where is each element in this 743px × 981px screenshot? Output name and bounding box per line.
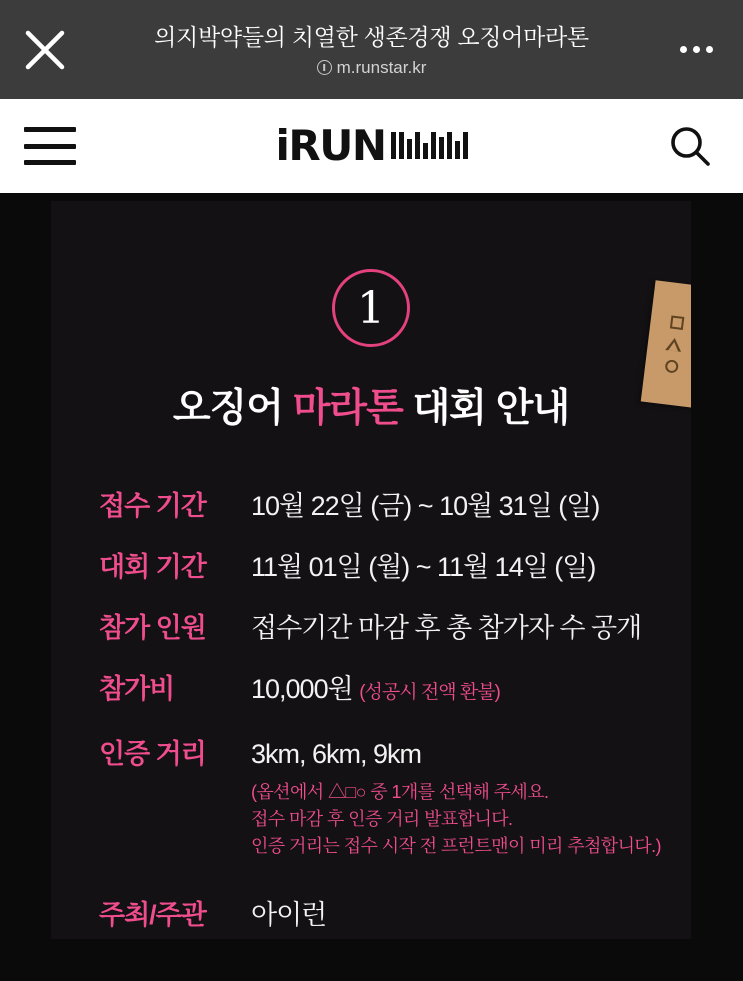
in-app-browser-bar (0, 0, 743, 99)
info-row (99, 489, 691, 523)
info-note: 접수 마감 후 인증 거리 발표합니다. (251, 809, 513, 829)
more-options-icon[interactable] (665, 19, 727, 81)
info-value: 3km, 6km, 9km (251, 739, 422, 769)
square-icon (669, 315, 683, 329)
info-note: (옵션에서 △□○ 중 1개를 선택해 주세요. (251, 782, 549, 802)
info-value: 11월 01일 (월) ~ 11월 14일 (일) (251, 552, 596, 582)
tape-decoration (641, 280, 691, 407)
close-icon[interactable] (14, 19, 76, 81)
logo-barcode-icon (391, 132, 468, 159)
info-row (99, 611, 691, 645)
triangle-icon (665, 337, 682, 352)
info-row (99, 737, 691, 860)
info-value: 10월 22일 (금) ~ 10월 31일 (일) (251, 491, 600, 521)
info-row (99, 550, 691, 584)
menu-line-2 (24, 144, 76, 149)
hamburger-menu-icon[interactable] (24, 123, 76, 169)
url-row[interactable] (86, 58, 657, 78)
info-value-suffix: (성공시 전액 환불) (359, 682, 500, 703)
info-circle-icon (317, 60, 332, 75)
page-content (0, 193, 743, 981)
event-info-list (51, 489, 691, 932)
info-label: 주최/주관 (99, 900, 206, 930)
url-text: m.runstar.kr (336, 57, 427, 77)
poster-title-part1: 오징어 (172, 387, 293, 430)
menu-line-3 (24, 160, 76, 165)
event-poster (51, 201, 691, 939)
circle-icon (664, 359, 678, 373)
info-label: 대회 기간 (99, 552, 206, 582)
page-title: 의지박약들의 치열한 생존경쟁 오징어마라톤 (154, 23, 589, 50)
dot-3 (706, 46, 713, 53)
info-label: 접수 기간 (99, 491, 206, 521)
dot-2 (693, 46, 700, 53)
dot-1 (680, 46, 687, 53)
info-row (99, 672, 691, 710)
info-row (99, 898, 691, 932)
poster-title-part2: 대회 안내 (402, 387, 570, 430)
info-value: 10,000원 (251, 674, 353, 704)
search-icon[interactable] (663, 119, 717, 173)
poster-title-highlight: 마라톤 (292, 387, 403, 430)
info-value-group (251, 737, 661, 860)
info-label: 인증 거리 (99, 739, 206, 769)
poster-title (51, 377, 691, 433)
logo-text: iRUN (275, 121, 386, 170)
site-header (0, 99, 743, 193)
badge-number: 1 (332, 269, 410, 347)
info-value: 아이런 (251, 900, 327, 930)
info-value: 접수기간 마감 후 총 참가자 수 공개 (251, 613, 642, 643)
menu-line-1 (24, 127, 76, 132)
info-note: 인증 거리는 접수 시작 전 프런트맨이 미리 추첨합니다.) (251, 836, 661, 856)
info-value-group (251, 672, 500, 710)
info-label: 참가비 (99, 674, 175, 704)
info-label: 참가 인원 (99, 613, 206, 643)
info-notes (251, 779, 661, 860)
site-logo[interactable] (276, 123, 468, 169)
browser-title-block (0, 22, 743, 78)
